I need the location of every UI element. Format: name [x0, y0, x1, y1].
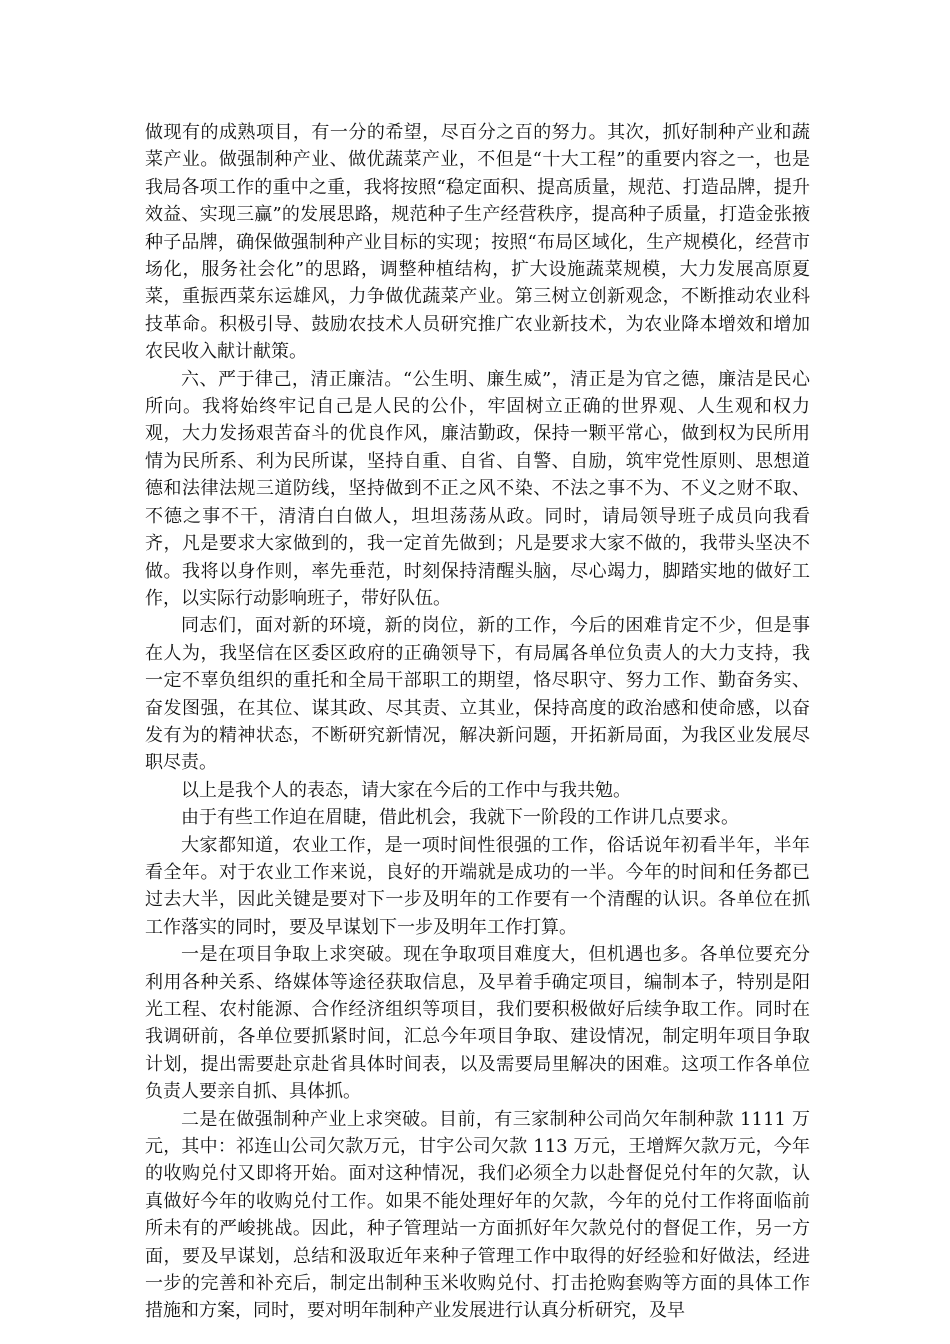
- paragraph-statement: 以上是我个人的表态，请大家在今后的工作中与我共勉。: [181, 779, 631, 801]
- paragraph-agriculture-timing: 大家都知道，农业工作，是一项时间性很强的工作，俗话说年初看半年，半年看全年。对于农业工作来说，良好的开端就是成功的一半。今年的时间和任务都已过去大半，因此关键是要对下一步及明年的工作要有一个清醒的认识。各单位在抓工作落实的同时，要及早谋划下一步及明年工作打算。: [145, 834, 810, 938]
- paragraph-project-breakthrough: 一是在项目争取上求突破。现在争取项目难度大，但机遇也多。各单位要充分利用各种关系、络媒体等途径获取信息，及早着手确定项目，编制本子，特别是阳光工程、农村能源、合作经济组织等项目，我们要积极做好后续争取工作。同时在我调研前，各单位要抓紧时间，汇总今年项目争取、建设情况，制定明年项目争取计划，提出需要赴京赴省具体时间表，以及需要局里解决的困难。这项工作各单位负责人要亲自抓、具体抓。: [145, 944, 810, 1103]
- paragraph-continued: 做现有的成熟项目，有一分的希望，尽百分之百的努力。其次，抓好制种产业和蔬菜产业。做强制种产业、做优蔬菜产业，不但是“十大工程”的重要内容之一，也是我局各项工作的重中之重，我将按照“稳定面积、提高质量，规范、打造品牌，提升效益、实现三赢”的发展思路，规范种子生产经营秩序，提高种子质量，打造金张掖种子品牌，确保做强制种产业目标的实现；按照“布局区域化，生产规模化，经营市场化，服务社会化”的思路，调整种植结构，扩大设施蔬菜规模，大力发展高原夏菜，重振西菜东运雄风，力争做优蔬菜产业。第三树立创新观念，不断推动农业科技革命。积极引导、鼓励农技术人员研究推广农业新技术，为农业降本增效和增加农民收入献计献策。: [145, 122, 810, 363]
- paragraph-integrity: 六、严于律己，清正廉洁。“公生明、廉生威”，清正是为官之德，廉洁是民心所向。我将始终牢记自己是人民的公仆，牢固树立正确的世界观、人生观和权力观，大力发扬艰苦奋斗的优良作风，廉洁勤政，保持一颗平常心，做到权为民所用情为民所系、利为民所谋，坚持自重、自省、自警、自励，筑牢党性原则、思想道德和法律法规三道防线，坚持做到不正之风不染、不法之事不为、不义之财不取、不德之事不干，清清白白做人，坦坦荡荡从政。同时，请局领导班子成员向我看齐，凡是要求大家做到的，我一定首先做到；凡是要求大家不做的，我带头坚决不做。我将以身作则，率先垂范，时刻保持清醒头脑，尽心竭力，脚踏实地的做好工作，以实际行动影响班子，带好队伍。: [145, 368, 810, 609]
- paragraph-seed-industry: 二是在做强制种产业上求突破。目前，有三家制种公司尚欠年制种款 1111 万元，其中：祁连山公司欠款万元，甘宇公司欠款 113 万元，王增辉欠款万元，今年的收购兑付又即将开始。面对这种情况，我们必须全力以赴督促兑付年的欠款，认真做好今年的收购兑付工作。如果不能处理好年的欠款，今年的兑付工作将面临前所未有的严峻挑战。因此，种子管理站一方面抓好年欠款兑付的督促工作，另一方面，要及早谋划，总结和汲取近年来种子管理工作中取得的好经验和好做法，经进一步的完善和补充后，制定出制种玉米收购兑付、打击抢购套购等方面的具体工作措施和方案，同时，要对明年制种产业发展进行认真分析研究，及早: [145, 1108, 810, 1322]
- paragraph-commitment: 同志们，面对新的环境，新的岗位，新的工作，今后的困难肯定不少，但是事在人为，我坚信在区委区政府的正确领导下，有局属各单位负责人的大力支持，我一定不辜负组织的重托和全局干部职工的期望，恪尽职守、努力工作、勤奋务实、奋发图强，在其位、谋其政、尽其责、立其业，保持高度的政治感和使命感，以奋发有为的精神状态，不断研究新情况，解决新问题，开拓新局面，为我区业发展尽职尽责。: [145, 615, 810, 774]
- document-page: [145, 119, 810, 1325]
- paragraph-requirements-intro: 由于有些工作迫在眉睫，借此机会，我就下一阶段的工作讲几点要求。: [181, 807, 739, 829]
